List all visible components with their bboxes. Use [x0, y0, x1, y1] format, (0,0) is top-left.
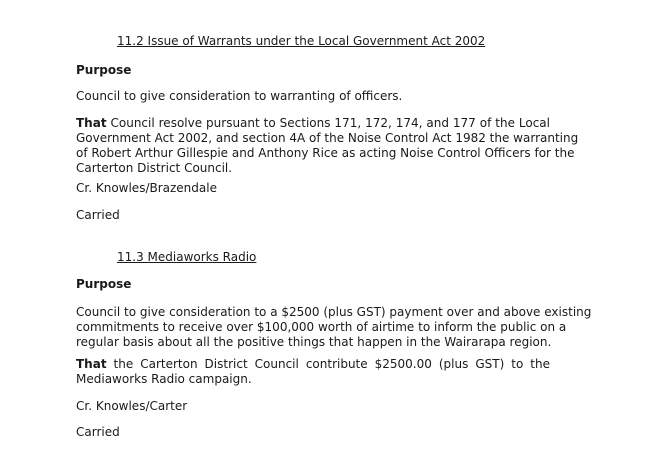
- section-11-2-purpose-label: Purpose: [76, 63, 132, 77]
- section-11-2-resolution-line-2: Government Act 2002, and section 4A of the Noise Control Act 1982 the warranting: [76, 131, 579, 145]
- section-11-3-resolution-lead: That: [76, 357, 107, 371]
- section-11-3-heading: 11.3 Mediaworks Radio: [117, 250, 257, 264]
- section-11-3-resolution-line-1: [76, 357, 550, 372]
- section-11-2-heading: 11.2 Issue of Warrants under the Local Government Act 2002: [117, 34, 486, 48]
- section-11-3-movers: Cr. Knowles/Carter: [76, 399, 188, 413]
- section-11-2-outcome: Carried: [76, 208, 120, 222]
- section-11-3-purpose-line-2: commitments to receive over $100,000 worth of airtime to inform the public on a: [76, 320, 567, 334]
- section-11-2-purpose-text: Council to give consideration to warranting of officers.: [76, 89, 403, 103]
- section-11-2-resolution-line-1: [76, 116, 550, 131]
- section-11-2-resolution-line-3: of Robert Arthur Gillespie and Anthony Rice as acting Noise Control Officers for the: [76, 146, 575, 160]
- section-11-3-resolution: [76, 357, 550, 387]
- section-11-3-purpose-line-1: Council to give consideration to a $2500 (plus GST) payment over and above existing: [76, 305, 592, 319]
- section-11-2-resolution-line-1-text: Council resolve pursuant to Sections 171, 172, 174, and 177 of the Local: [106, 116, 550, 130]
- section-11-3-purpose-line-3: regular basis about all the positive things that happen in the Wairarapa region.: [76, 335, 552, 349]
- section-11-3-resolution-line-1-text: the Carterton District Council contribute $2500.00 (plus GST) to the: [106, 357, 550, 371]
- section-11-2-resolution-lead: That: [76, 116, 107, 130]
- section-11-3-purpose: [76, 305, 592, 350]
- section-11-3-purpose-label: Purpose: [76, 277, 132, 291]
- section-11-2-resolution-line-4: Carterton District Council.: [76, 161, 233, 175]
- section-11-3-outcome: Carried: [76, 425, 120, 439]
- section-11-3-resolution-line-2: Mediaworks Radio campaign.: [76, 372, 252, 386]
- section-11-2-movers: Cr. Knowles/Brazendale: [76, 181, 217, 195]
- section-11-2-resolution: [76, 116, 579, 176]
